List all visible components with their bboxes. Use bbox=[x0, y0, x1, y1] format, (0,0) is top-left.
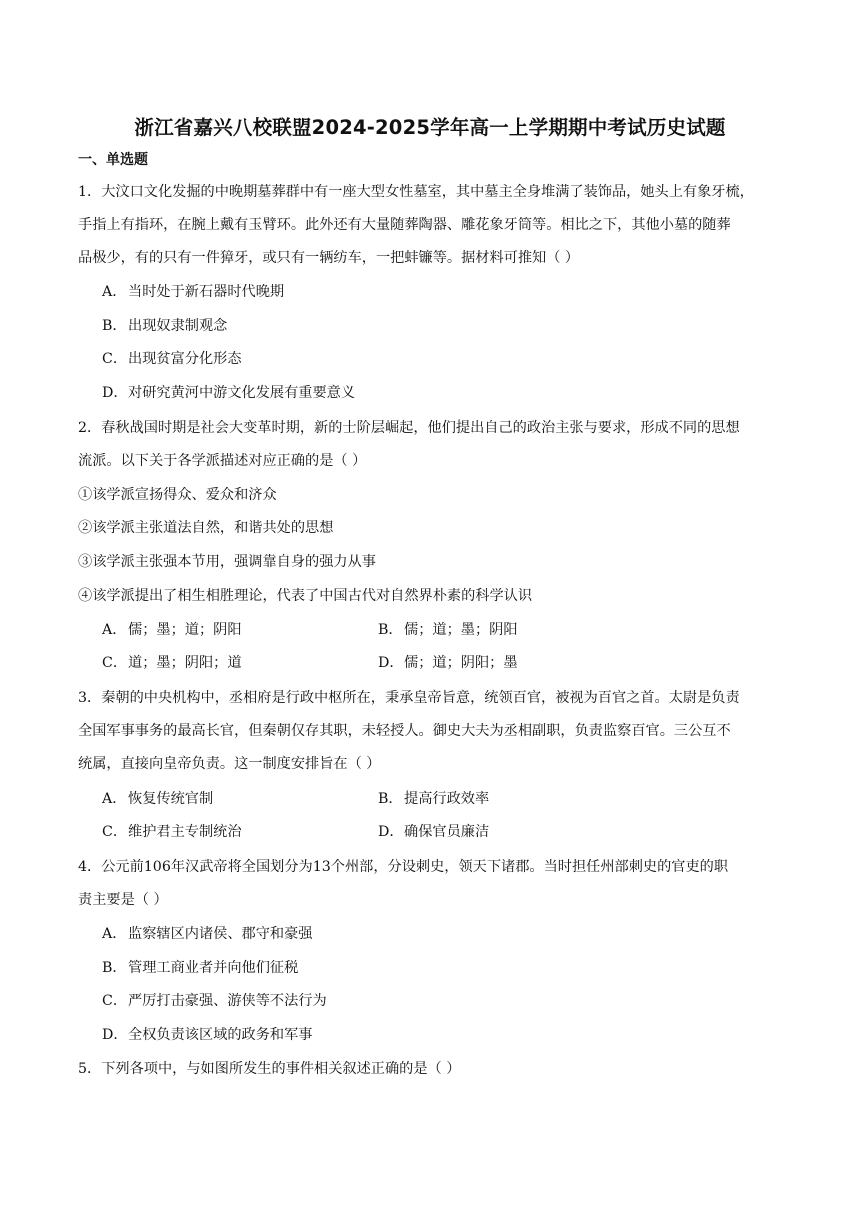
option-label: B． bbox=[378, 791, 403, 807]
option-label: D． bbox=[378, 824, 404, 840]
option-label: D． bbox=[378, 655, 404, 671]
q1-option-b bbox=[102, 316, 227, 336]
q2-stem-line-2: 流派。以下关于各学派描述对应正确的是（ ） bbox=[78, 453, 367, 469]
option-label: C． bbox=[102, 655, 128, 671]
q2-statement-2: ②该学派主张道法自然，和谐共处的思想 bbox=[78, 520, 334, 536]
q2-option-d bbox=[378, 653, 518, 673]
q1-option-a bbox=[102, 282, 284, 302]
q2-statement-3: ③该学派主张强本节用，强调靠自身的强力从事 bbox=[78, 554, 376, 570]
q1-stem-line-1: 1．大汶口文化发掘的中晚期墓葬群中有一座大型女性墓室，其中墓主全身堆满了装饰品，她头上有象牙梳， bbox=[78, 184, 754, 200]
option-text: 恢复传统官制 bbox=[128, 791, 214, 807]
q2-statement-4: ④该学派提出了相生相胜理论，代表了中国古代对自然界朴素的科学认识 bbox=[78, 588, 533, 604]
option-text: 对研究黄河中游文化发展有重要意义 bbox=[128, 385, 356, 401]
section-heading: 一、单选题 bbox=[78, 152, 148, 168]
option-label: D． bbox=[102, 1027, 128, 1043]
q2-statement-1: ①该学派宣扬得众、爱众和济众 bbox=[78, 487, 277, 503]
option-label: C． bbox=[102, 351, 128, 367]
option-text: 严厉打击豪强、游侠等不法行为 bbox=[128, 993, 327, 1009]
q4-option-c bbox=[102, 991, 327, 1011]
option-label: A． bbox=[102, 622, 127, 638]
option-label: B． bbox=[102, 960, 127, 976]
option-label: C． bbox=[102, 824, 128, 840]
option-text: 确保官员廉洁 bbox=[404, 824, 490, 840]
option-text: 提高行政效率 bbox=[404, 791, 490, 807]
q4-option-b bbox=[102, 958, 298, 978]
option-text: 儒；道；阴阳；墨 bbox=[404, 655, 518, 671]
q2-option-c bbox=[102, 653, 242, 673]
option-text: 监察辖区内诸侯、郡守和豪强 bbox=[128, 926, 313, 942]
option-text: 管理工商业者并向他们征税 bbox=[128, 960, 299, 976]
option-text: 道；墨；阴阳；道 bbox=[128, 655, 242, 671]
q4-stem-line-2: 责主要是（ ） bbox=[78, 892, 168, 908]
option-label: B． bbox=[102, 318, 127, 334]
option-label: A． bbox=[102, 791, 127, 807]
q1-stem-line-3: 品极少，有的只有一件獐牙，或只有一辆纺车，一把蚌镰等。据材料可推知（ ） bbox=[78, 250, 580, 266]
q1-stem-line-2: 手指上有指环，在腕上戴有玉臂环。此外还有大量随葬陶器、雕花象牙筒等。相比之下，其他小墓的随葬 bbox=[78, 217, 731, 233]
q1-option-d bbox=[102, 383, 355, 403]
q3-option-d bbox=[378, 822, 489, 842]
q3-stem-line-3: 统属，直接向皇帝负责。这一制度安排旨在（ ） bbox=[78, 756, 381, 772]
q5-stem-line-1: 5．下列各项中，与如图所发生的事件相关叙述正确的是（ ） bbox=[78, 1061, 461, 1077]
option-label: C． bbox=[102, 993, 128, 1009]
option-text: 出现奴隶制观念 bbox=[128, 318, 228, 334]
option-text: 当时处于新石器时代晚期 bbox=[128, 284, 285, 300]
page-title: 浙江省嘉兴八校联盟2024-2025学年高一上学期期中考试历史试题 bbox=[134, 116, 726, 139]
q1-option-c bbox=[102, 349, 242, 369]
option-text: 儒；墨；道；阴阳 bbox=[128, 622, 242, 638]
option-label: A． bbox=[102, 926, 127, 942]
option-label: A． bbox=[102, 284, 127, 300]
q4-option-a bbox=[102, 924, 312, 944]
q2-stem-line-1: 2．春秋战国时期是社会大变革时期，新的士阶层崛起，他们提出自己的政治主张与要求，形成不同的思想 bbox=[78, 420, 740, 436]
option-text: 维护君主专制统治 bbox=[128, 824, 242, 840]
option-text: 全权负责该区域的政务和军事 bbox=[128, 1027, 313, 1043]
q3-stem-line-1: 3．秦朝的中央机构中，丞相府是行政中枢所在，秉承皇帝旨意，统领百官，被视为百官之首。太尉是负责 bbox=[78, 690, 740, 706]
q4-option-d bbox=[102, 1025, 312, 1045]
q4-stem-line-1: 4．公元前106年汉武帝将全国划分为13个州部，分设刺史，领天下诸郡。当时担任州部刺史的官吏的职 bbox=[78, 859, 729, 875]
q2-option-b bbox=[378, 620, 518, 640]
q2-option-a bbox=[102, 620, 242, 640]
q3-option-b bbox=[378, 789, 489, 809]
q3-stem-line-2: 全国军事事务的最高长官，但秦朝仅存其职，未轻授人。御史大夫为丞相副职，负责监察百官。三公互不 bbox=[78, 723, 731, 739]
q3-option-c bbox=[102, 822, 242, 842]
option-text: 出现贫富分化形态 bbox=[128, 351, 242, 367]
q3-option-a bbox=[102, 789, 213, 809]
option-label: B． bbox=[378, 622, 403, 638]
option-text: 儒；道；墨；阴阳 bbox=[404, 622, 518, 638]
option-label: D． bbox=[102, 385, 128, 401]
